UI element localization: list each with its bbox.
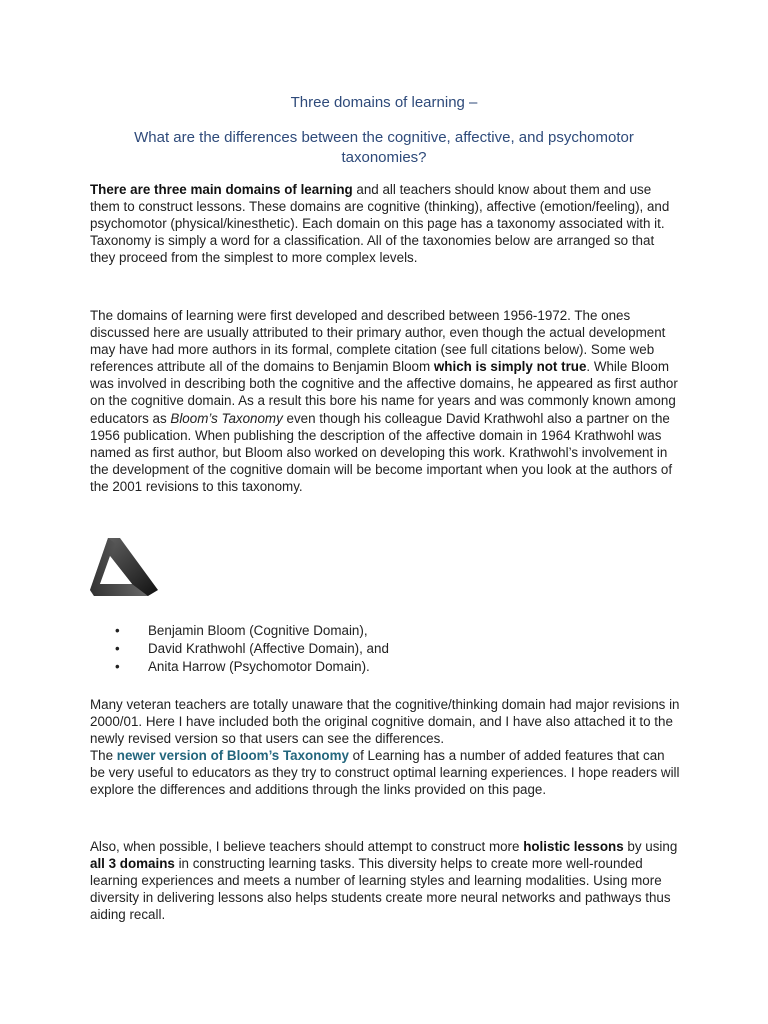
page-title: Three domains of learning – — [290, 94, 478, 111]
bullet-icon: • — [115, 641, 120, 656]
history-bold: which is simply not true — [433, 359, 587, 375]
holistic-bold-1: holistic lessons — [523, 839, 624, 854]
holistic-text-a: Also, when possible, I believe teachers should attempt to construct more — [90, 839, 524, 854]
history-text-b: . While Bloom was involved in describing both the cognitive and the affective domains, he appeared as first author on the cognitive domain. As a result this bore his name for years and was commonly known among educators as — [90, 359, 678, 426]
bullet-icon: • — [115, 623, 120, 638]
history-text-a: The domains of learning were first developed and described between 1956-1972. The ones discussed here are usually attributed to their primary author, even though the actual development may have had more authors in its formal, complete citation (see full citations below). Some web references attribute all of the domains to Benjamin Bloom — [90, 308, 666, 375]
intro-paragraph — [90, 181, 682, 266]
history-italic: Bloom’s Taxonomy — [170, 410, 283, 426]
holistic-text-b: by using — [623, 839, 678, 854]
revision-text-a: Many veteran teachers are totally unaware that the cognitive/thinking domain had major revisions in 2000/01. Here I have included both the original cognitive domain, and I have also attached it to the newly revised version so that users can see the differences. — [90, 697, 680, 747]
revision-text-the: The — [90, 748, 117, 764]
revision-paragraph — [90, 696, 682, 799]
holistic-bold-2: all 3 domains — [90, 856, 175, 872]
holistic-paragraph — [90, 838, 682, 923]
impossible-triangle-icon — [86, 534, 162, 600]
intro-text: and all teachers should know about them and use them to construct lessons. These domains are cognitive (thinking), affective (emotion/feeling), and psychomotor (physical/kinesthetic). Each domain on this page has a taxonomy associated with it. Taxonomy is simply a word for a classification. All of the taxonomies below are arranged so that they proceed from the simplest to more complex levels. — [90, 182, 670, 266]
page-subtitle: What are the differences between the cognitive, affective, and psychomotor taxonomies? — [134, 129, 634, 166]
holistic-text-c: in constructing learning tasks. This diversity helps to create more well-rounded learning experiences and meets a number of learning styles and learning modalities. Using more diversity in delivering lessons also helps students create more neural networks and pathways thus aiding recall. — [90, 856, 671, 923]
intro-bold: There are three main domains of learning — [90, 182, 353, 197]
bullet-icon: • — [115, 659, 120, 674]
history-paragraph — [90, 307, 682, 495]
list-item: • David Krathwohl (Affective Domain), and — [115, 641, 389, 656]
history-text-c: even though his colleague David Krathwohl also a partner on the 1956 publication. When publishing the description of the affective domain in 1964 Krathwohl was named as first author, but Bloom also worked on developing this work. Krathwohl’s involvement in the development of the cognitive domain will be become important when you look at the authors of the 2001 revisions to this taxonomy. — [90, 410, 673, 494]
author-list — [90, 622, 389, 676]
blooms-taxonomy-link[interactable]: newer version of Bloom’s Taxonomy — [116, 748, 349, 764]
list-item: • Benjamin Bloom (Cognitive Domain), — [115, 623, 368, 638]
revision-text-b: of Learning has a number of added features that can be very useful to educators as they try to construct optimal learning experiences. I hope readers will explore the differences and additions through the links provided on this page. — [90, 748, 680, 798]
list-item: • Anita Harrow (Psychomotor Domain). — [115, 659, 370, 674]
